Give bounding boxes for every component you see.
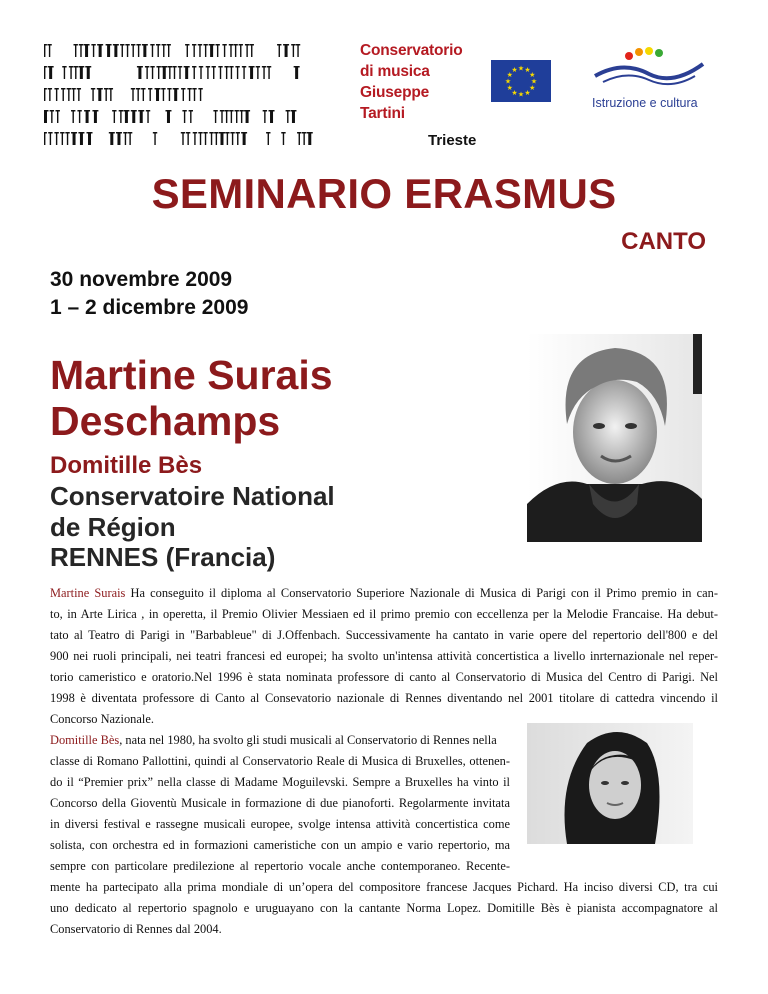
svg-text:★: ★	[511, 66, 518, 75]
svg-text:★: ★	[511, 88, 518, 97]
conservatory-line: di musica	[360, 63, 430, 80]
eu-flag-icon	[491, 60, 551, 102]
bio-line: 1998 è diventata professore di Canto al Consevatorio nazionale di Rennes diventando nel 2001 titolare di cattedra vincendo il	[50, 691, 718, 705]
bio-line: in diversi festival e rassegne musicali europee, svolge intensa attività concertistica come	[50, 817, 510, 831]
conservatory-city: Trieste	[428, 132, 477, 149]
conservatory-line: Conservatorio	[360, 42, 463, 59]
institution-line: de Région	[50, 511, 176, 542]
bio-line: to, in Arte Lirica , in operetta, il Premio Olivier Messiaen ed il primo premio con eccellenza per la Melodie Francaise. Ha debut-	[50, 607, 718, 621]
bio-line: Concorso della Gioventù Musicale in formazione di due pianoforti. Regolarmente invitata	[50, 796, 510, 810]
bio-pianist-name: Domitille Bès	[50, 733, 120, 747]
bio-line: classe di Romano Pallottini, quindi al Conservatorio Reale di Musica di Bruxelles, ottenen-	[50, 754, 510, 768]
svg-text:★: ★	[506, 84, 513, 92]
bio-line: 900 nei ruoli principali, nei teatri francesi ed europei; ha svolto un'intensa attività concertistica a livello inrternazionale nel reper-	[50, 649, 718, 663]
performer-name-line: Martine Surais	[50, 352, 333, 398]
event-date: 1 – 2 dicembre 2009	[50, 296, 249, 319]
performer-biography	[50, 583, 718, 730]
svg-text:★: ★	[529, 84, 536, 92]
conservatory-name	[360, 40, 480, 124]
bio-line: do il “Premier prix” nella classe di Madame Moguilevski. Sempre a Bruxelles ha vinto il	[50, 775, 510, 789]
bio-line: sempre con particolare predilezione al repertorio vocale anche contemporaneo. Recente-	[50, 859, 510, 873]
institution-line: Conservatoire National	[50, 481, 335, 511]
event-dates	[50, 266, 248, 322]
bio-line: Domitille Bès, nata nel 1980, ha svolto gli studi musicali al Conservatorio di Rennes nella	[50, 733, 497, 747]
svg-text:★: ★	[517, 64, 525, 73]
bio-line: Concorso Nazionale.	[50, 712, 154, 726]
barcode-logo-icon	[44, 40, 314, 152]
svg-text:★: ★	[524, 66, 531, 75]
pianist-biography	[50, 730, 718, 940]
svg-text:★: ★	[506, 71, 513, 79]
svg-text:★: ★	[529, 71, 536, 79]
program-label: Istruzione e cultura	[592, 96, 698, 110]
portrait-photo-icon	[527, 334, 702, 542]
bio-line: tato al Teatro di Parigi in "Barbableue" di J.Offenbach. Successivamente ha cantato in varie opere del repertorio dell'800 e del	[50, 628, 718, 642]
event-date: 30 novembre 2009	[50, 268, 233, 291]
institution-name	[50, 481, 470, 573]
pianist-name: Domitille Bès	[50, 452, 203, 479]
seminar-subject: CANTO	[621, 228, 706, 255]
conservatory-line: Tartini	[360, 105, 405, 122]
svg-text:★: ★	[530, 77, 538, 86]
institution-line: RENNES (Francia)	[50, 542, 276, 572]
bio-line: Conservatorio di Rennes dal 2004.	[50, 922, 222, 936]
svg-text:★: ★	[524, 88, 531, 97]
bio-line: Martine Surais Ha conseguito il diploma al Conservatorio Superiore Nazionale di Musica di Parigi con il Primo premio in can-	[50, 586, 718, 600]
bio-performer-name: Martine Surais	[50, 586, 126, 600]
bio-line: mente ha partecipato alla prima mondiale di un’opera del compositore francese Jacques Pichard. Ha inciso diversi CD, tra cui	[50, 880, 718, 894]
conservatory-line: Giuseppe	[360, 84, 430, 101]
svg-text:★: ★	[517, 90, 525, 99]
svg-text:★: ★	[504, 77, 512, 86]
performer-name	[50, 352, 430, 444]
bio-line: uno dedicato al repertorio spagnolo e uruguayano con la cantante Norma Lopez. Domitille Bès è pianista accompagnatore al	[50, 901, 718, 915]
seminar-title: SEMINARIO ERASMUS	[151, 170, 617, 217]
performer-name-line: Deschamps	[50, 398, 281, 444]
bio-line: torio cameristico e oratorio.Nel 1996 è stata nominata professore di canto al Conservatorio di Musica del Centro di Parigi. Nel	[50, 670, 718, 684]
bio-line: solista, con orchestra ed in formazioni cameristiche con un ampio e vario repertorio, ma	[50, 838, 510, 852]
